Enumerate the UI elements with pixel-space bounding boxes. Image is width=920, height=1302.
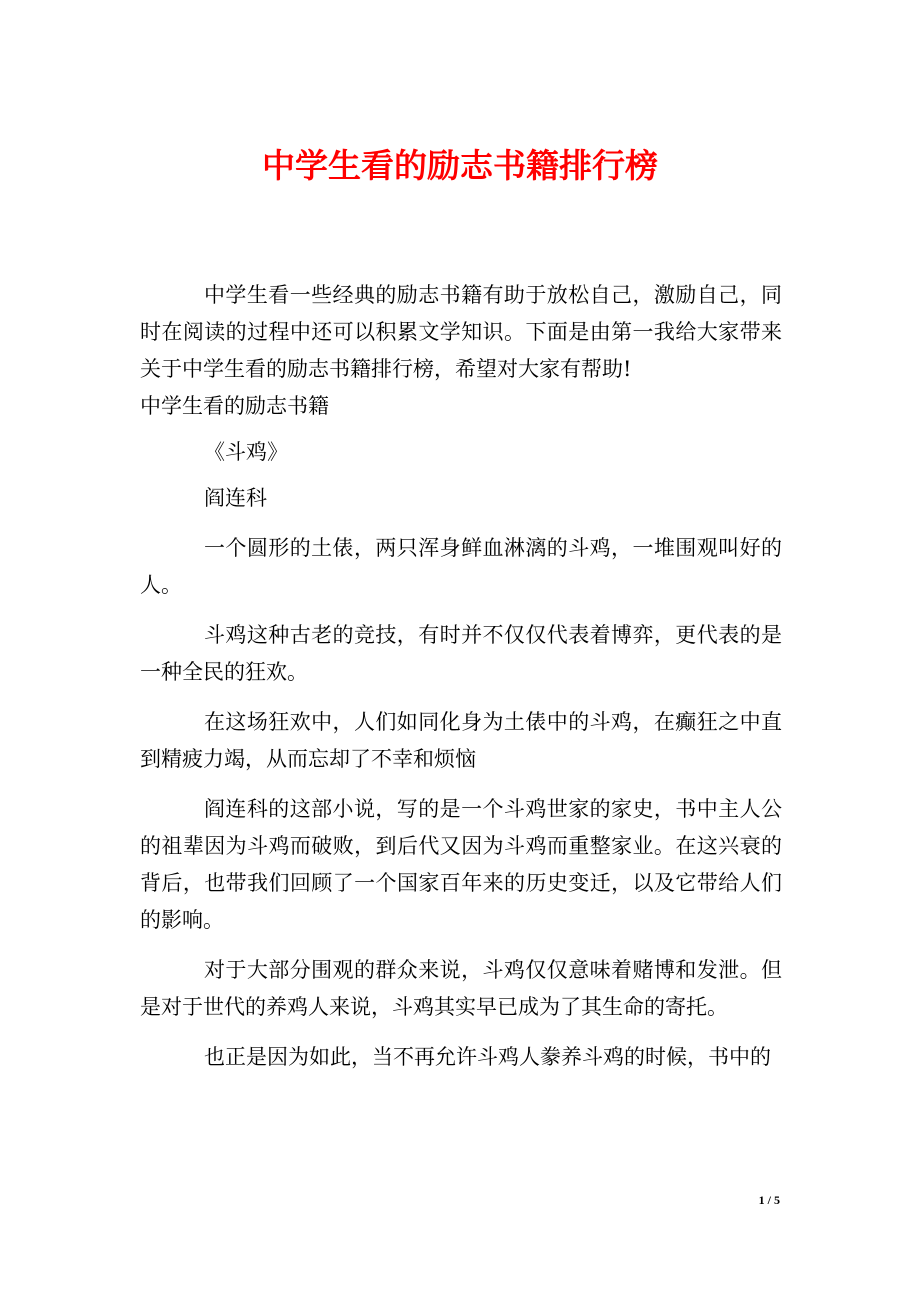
body-paragraph: 斗鸡这种古老的竞技，有时并不仅仅代表着博弈，更代表的是一种全民的狂欢。 xyxy=(140,623,782,684)
body-paragraph: 也正是因为如此，当不再允许斗鸡人豢养斗鸡的时候，书中的 xyxy=(204,1045,771,1069)
book-author: 阎连科 xyxy=(204,486,267,510)
body-paragraph: 在这场狂欢中，人们如同化身为土俵中的斗鸡，在癫狂之中直到精疲力竭，从而忘却了不幸和烦恼 xyxy=(140,710,782,771)
body-paragraph: 阎连科的这部小说，写的是一个斗鸡世家的家史，书中主人公的祖辈因为斗鸡而破败，到后代又因为斗鸡而重整家业。在这兴衰的背后，也带我们回顾了一个国家百年来的历史变迁，以及它带给人们的影响。 xyxy=(140,797,782,932)
page-number: 1 / 5 xyxy=(758,1193,780,1207)
document-body xyxy=(140,277,782,1076)
section-heading: 中学生看的励志书籍 xyxy=(140,394,329,418)
body-paragraph: 对于大部分围观的群众来说，斗鸡仅仅意味着赌博和发泄。但是对于世代的养鸡人来说，斗鸡其实早已成为了其生命的寄托。 xyxy=(140,958,782,1019)
book-title: 《斗鸡》 xyxy=(204,440,288,464)
intro-paragraph: 中学生看一些经典的励志书籍有助于放松自己，激励自己，同时在阅读的过程中还可以积累文学知识。下面是由第一我给大家带来关于中学生看的励志书籍排行榜，希望对大家有帮助! xyxy=(140,283,782,381)
document-title: 中学生看的励志书籍排行榜 xyxy=(262,146,658,185)
body-paragraph: 一个圆形的土俵，两只浑身鲜血淋漓的斗鸡，一堆围观叫好的人。 xyxy=(140,536,782,597)
